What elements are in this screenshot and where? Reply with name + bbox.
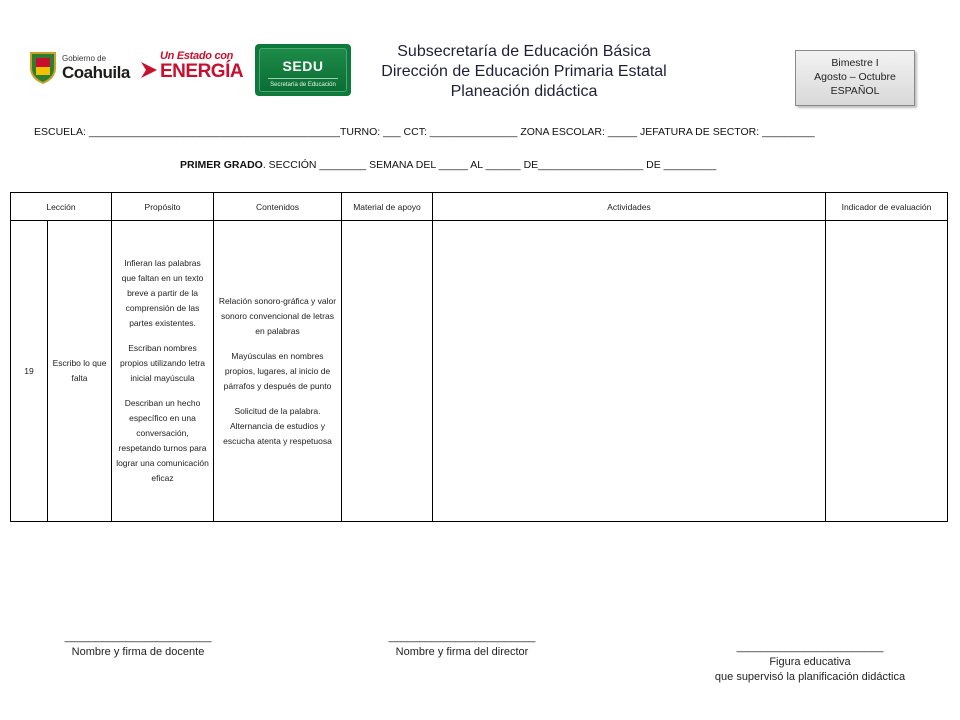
table-header-row xyxy=(11,193,948,221)
header-actividades: Actividades xyxy=(433,193,826,221)
sedu-logo-title: SEDU xyxy=(282,58,324,74)
coahuila-logo-small-text: Gobierno de xyxy=(62,54,107,63)
header-leccion: Lección xyxy=(11,193,112,221)
supervisor-signature xyxy=(690,640,930,685)
section-week-fields: . SECCIÓN ________ SEMANA DEL _____ AL ______ DE__________________ DE _________ xyxy=(262,159,717,171)
lesson-number: 19 xyxy=(11,221,48,522)
header-proposito: Propósito xyxy=(112,193,214,221)
title-line-1: Subsecretaría de Educación Básica xyxy=(397,43,651,60)
header-material: Material de apoyo xyxy=(342,193,433,221)
contenidos-item: Relación sonoro-gráfica y valor sonoro convencional de letras en palabras xyxy=(218,295,337,336)
material-cell xyxy=(342,221,433,522)
title-line-3: Planeación didáctica xyxy=(450,83,598,100)
estado-energia-logo xyxy=(140,48,244,88)
signature-line: ________________________ xyxy=(64,631,212,643)
contenidos-item: Mayúsculas en nombres propios, lugares, al inicio de párrafos y después de punto xyxy=(223,350,332,391)
energia-arrow-icon xyxy=(140,60,158,80)
bimestre-months: Agosto – Octubre xyxy=(814,71,896,83)
director-signature-label: Nombre y firma del director xyxy=(395,646,529,658)
sedu-logo xyxy=(255,44,351,96)
planning-table xyxy=(10,192,948,522)
page-title xyxy=(360,42,688,102)
grade-label: PRIMER GRADO xyxy=(180,159,263,171)
bimestre-box xyxy=(795,50,915,106)
docente-signature-label: Nombre y firma de docente xyxy=(71,646,205,658)
energia-logo-text: ENERGÍA xyxy=(160,61,244,82)
grade-info-line xyxy=(180,159,716,171)
coahuila-logo-text: Coahuila xyxy=(62,63,130,82)
contenidos-cell xyxy=(214,221,342,522)
signature-line: ________________________ xyxy=(388,631,536,643)
lesson-title: Escribo lo que falta xyxy=(48,221,112,522)
contenidos-item: Solicitud de la palabra. Alternancia de estudios y escucha atenta y respetuosa xyxy=(223,405,332,446)
proposito-cell xyxy=(112,221,214,522)
table-row xyxy=(11,221,948,522)
bimestre-label: Bimestre I xyxy=(831,57,879,69)
title-line-2: Dirección de Educación Primaria Estatal xyxy=(381,63,667,80)
energia-logo-top-text: Un Estado con xyxy=(160,50,234,62)
sedu-logo-subtitle: Secretaría de Educación xyxy=(270,82,336,88)
supervisor-signature-label-1: Figura educativa xyxy=(769,656,851,668)
actividades-cell xyxy=(433,221,826,522)
bimestre-subject: ESPAÑOL xyxy=(830,85,880,97)
indicador-cell xyxy=(826,221,948,522)
header-indicador: Indicador de evaluación xyxy=(826,193,948,221)
sedu-logo-divider xyxy=(268,78,338,79)
director-signature xyxy=(378,630,546,660)
supervisor-signature-label-2: que supervisó la planificación didáctica xyxy=(714,671,906,683)
school-info-line: ESCUELA: ___________________________________________TURNO: ___ CCT: _______________ ZONA ESCOLAR: _____ JEFATURA DE SECTOR: _________ xyxy=(34,126,815,138)
header-contenidos: Contenidos xyxy=(214,193,342,221)
gobierno-coahuila-logo xyxy=(28,48,132,88)
proposito-item: Describan un hecho específico en una conversación, respetando turnos para lograr una comunicación eficaz xyxy=(116,398,209,483)
proposito-item: Infieran las palabras que faltan en un texto breve a partir de la comprensión de las partes existentes. xyxy=(121,258,204,328)
docente-signature xyxy=(54,630,222,660)
signature-line: ________________________ xyxy=(736,641,884,653)
coahuila-shield-icon xyxy=(28,50,58,84)
proposito-item: Escriban nombres propios utilizando letra inicial mayúscula xyxy=(119,343,206,383)
